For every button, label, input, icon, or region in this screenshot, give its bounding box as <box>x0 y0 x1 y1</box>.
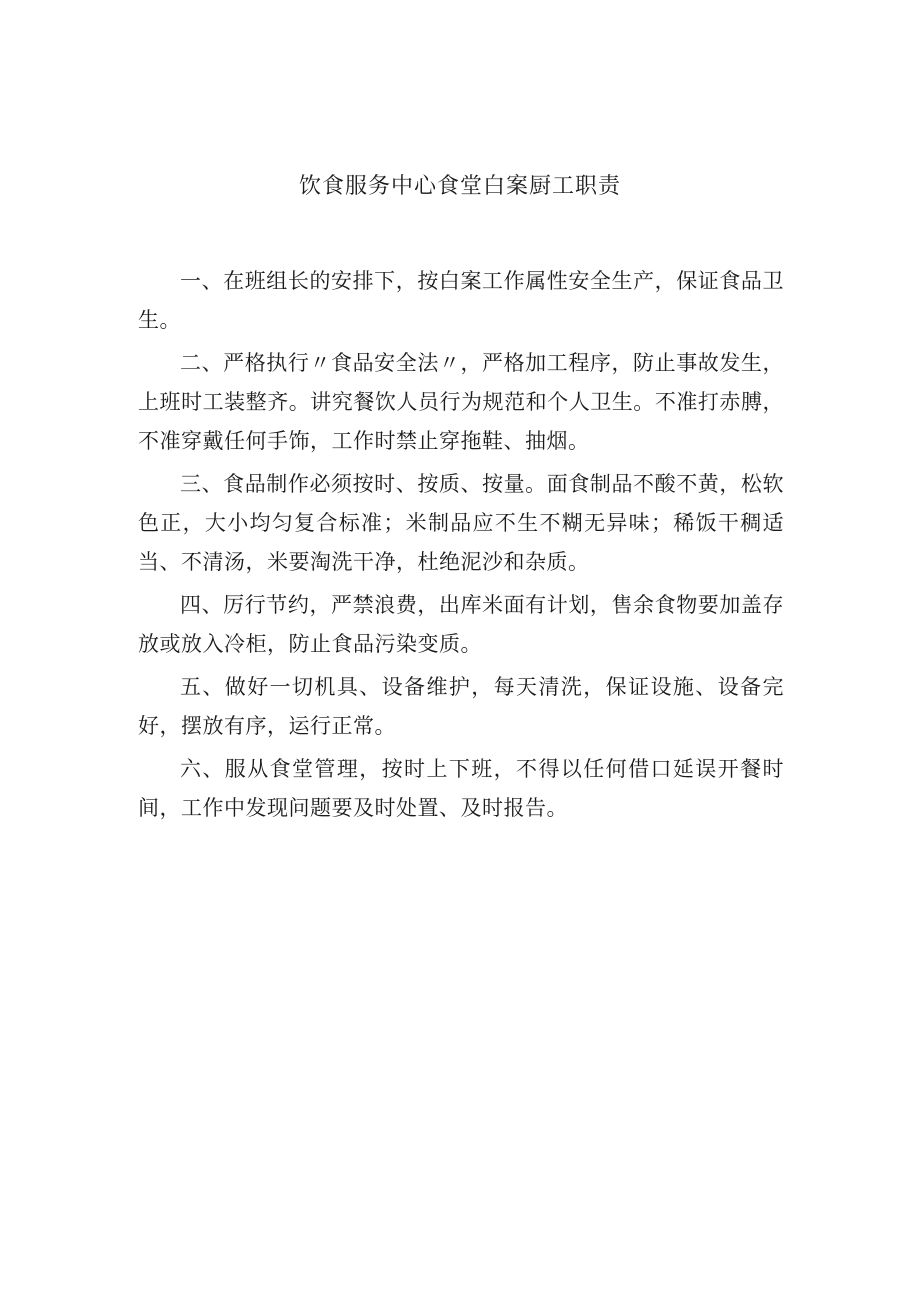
duty-item-3: 三、食品制作必须按时、按质、按量。面食制品不酸不黄，松软色正，大小均匀复合标准；米制品应不生不糊无异味；稀饭干稠适当、不清汤，米要淘洗干净，杜绝泥沙和杂质。 <box>138 472 784 574</box>
duty-item-5: 五、做好一切机具、设备维护，每天清洗，保证设施、设备完好，摆放有序，运行正常。 <box>138 675 784 738</box>
document-body <box>138 262 784 832</box>
duty-item-1: 一、在班组长的安排下，按白案工作属性安全生产，保证食品卫生。 <box>138 269 784 332</box>
duty-item-2: 二、严格执行〃食品安全法〃，严格加工程序，防止事故发生，上班时工装整齐。讲究餐饮人员行为规范和个人卫生。不准打赤膊，不准穿戴任何手饰，工作时禁止穿拖鞋、抽烟。 <box>138 351 784 453</box>
duty-item-4: 四、厉行节约，严禁浪费，出库米面有计划，售余食物要加盖存放或放入冷柜，防止食品污染变质。 <box>138 593 784 656</box>
duty-item-6: 六、服从食堂管理，按时上下班，不得以任何借口延误开餐时间，工作中发现问题要及时处置、及时报告。 <box>138 757 784 820</box>
document-title: 饮食服务中心食堂白案厨工职责 <box>298 174 621 199</box>
